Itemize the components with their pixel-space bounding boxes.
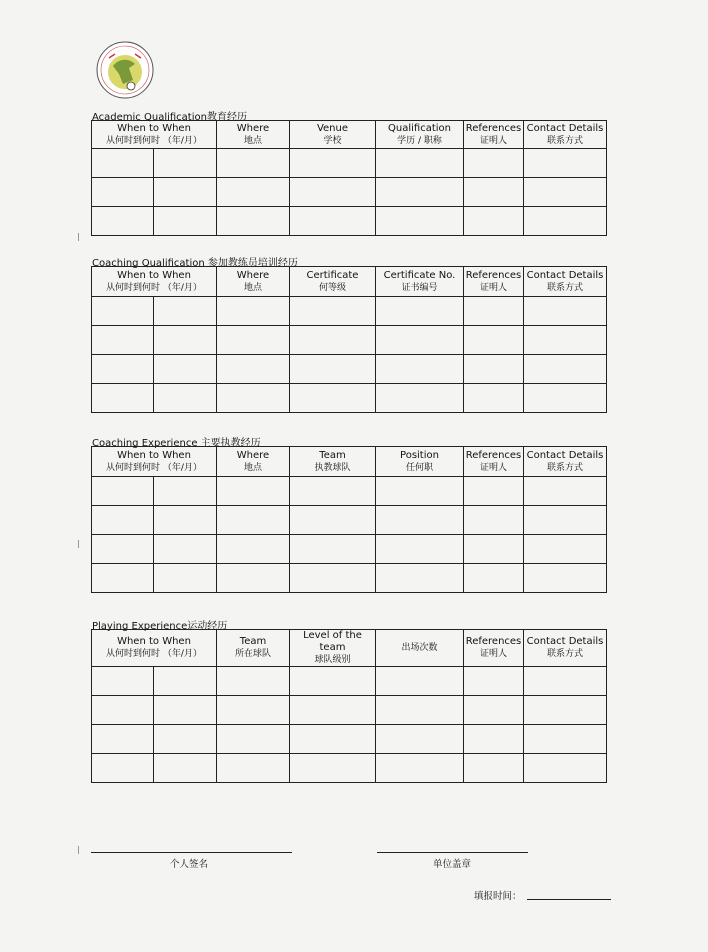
table-cell[interactable]	[92, 355, 154, 384]
table-cell[interactable]	[217, 178, 290, 207]
table-cell[interactable]	[376, 667, 464, 696]
table-cell[interactable]	[464, 355, 524, 384]
table-cell[interactable]	[92, 696, 154, 725]
table-cell[interactable]	[290, 696, 376, 725]
table-cell[interactable]	[92, 207, 154, 236]
table-cell[interactable]	[217, 535, 290, 564]
table-cell[interactable]	[376, 564, 464, 593]
table-cell[interactable]	[524, 207, 607, 236]
table-cell[interactable]	[154, 149, 217, 178]
table-cell[interactable]	[376, 725, 464, 754]
table-cell[interactable]	[464, 477, 524, 506]
table-cell[interactable]	[154, 297, 217, 326]
table-row	[92, 326, 607, 355]
table-cell[interactable]	[464, 326, 524, 355]
table-cell[interactable]	[376, 477, 464, 506]
table-cell[interactable]	[376, 355, 464, 384]
margin-tick	[78, 540, 79, 548]
association-logo	[95, 40, 155, 100]
table-cell[interactable]	[217, 725, 290, 754]
header-col6: Contact Details 联系方式	[524, 121, 607, 149]
header-col3: Venue 学校	[290, 121, 376, 149]
table-cell[interactable]	[376, 384, 464, 413]
table-cell[interactable]	[290, 564, 376, 593]
header-col2: Team 所在球队	[217, 630, 290, 667]
unit-seal-label: 单位盖章	[433, 859, 472, 870]
header-col3: Level of the team 球队级别	[290, 630, 376, 667]
table-cell[interactable]	[290, 149, 376, 178]
fill-date-label: 填报时间：	[474, 891, 522, 902]
table-cell[interactable]	[217, 696, 290, 725]
table-cell[interactable]	[376, 149, 464, 178]
table-cell[interactable]	[524, 178, 607, 207]
header-col4: 出场次数	[376, 630, 464, 667]
table-cell[interactable]	[376, 297, 464, 326]
header-when: When to When 从何时到何时 （年/月）	[92, 630, 217, 667]
academic-qualification-table	[91, 120, 607, 236]
table-row	[92, 725, 607, 754]
table-cell[interactable]	[464, 149, 524, 178]
margin-tick	[78, 233, 79, 241]
table-cell[interactable]	[464, 696, 524, 725]
playing-experience-title: Playing Experience运动经历	[92, 621, 228, 632]
table-cell[interactable]	[92, 384, 154, 413]
table-cell[interactable]	[92, 564, 154, 593]
table-row	[92, 754, 607, 783]
table-cell[interactable]	[464, 297, 524, 326]
coaching-qualification-table	[91, 266, 607, 413]
header-when: When to When 从何时到何时 （年/月）	[92, 267, 217, 297]
table-cell[interactable]	[376, 696, 464, 725]
header-col2: Where 地点	[217, 447, 290, 477]
table-cell[interactable]	[290, 506, 376, 535]
table-cell[interactable]	[154, 207, 217, 236]
table-cell[interactable]	[154, 725, 217, 754]
table-cell[interactable]	[154, 384, 217, 413]
header-col3: Team 执教球队	[290, 447, 376, 477]
header-col2: Where 地点	[217, 267, 290, 297]
table-row	[92, 149, 607, 178]
table-cell[interactable]	[464, 506, 524, 535]
table-cell[interactable]	[154, 667, 217, 696]
table-cell[interactable]	[92, 326, 154, 355]
table-cell[interactable]	[290, 477, 376, 506]
header-col5: References 证明人	[464, 267, 524, 297]
table-cell[interactable]	[217, 754, 290, 783]
fill-date-line[interactable]	[527, 899, 611, 900]
table-cell[interactable]	[154, 535, 217, 564]
table-row	[92, 535, 607, 564]
table-cell[interactable]	[92, 506, 154, 535]
table-cell[interactable]	[92, 754, 154, 783]
header-col6: Contact Details 联系方式	[524, 447, 607, 477]
table-row	[92, 355, 607, 384]
table-cell[interactable]	[464, 667, 524, 696]
table-row	[92, 384, 607, 413]
table-cell[interactable]	[376, 754, 464, 783]
playing-experience-table	[91, 629, 607, 783]
table-cell[interactable]	[154, 178, 217, 207]
table-cell[interactable]	[524, 506, 607, 535]
table-cell[interactable]	[154, 355, 217, 384]
table-cell[interactable]	[290, 754, 376, 783]
table-cell[interactable]	[92, 477, 154, 506]
table-cell[interactable]	[464, 207, 524, 236]
table-cell[interactable]	[464, 384, 524, 413]
header-col6: Contact Details 联系方式	[524, 630, 607, 667]
table-cell[interactable]	[524, 535, 607, 564]
table-cell[interactable]	[154, 754, 217, 783]
table-cell[interactable]	[154, 506, 217, 535]
header-when: When to When 从何时到何时 （年/月）	[92, 121, 217, 149]
table-cell[interactable]	[376, 207, 464, 236]
table-row	[92, 207, 607, 236]
table-header-row	[92, 447, 607, 477]
table-cell[interactable]	[524, 297, 607, 326]
header-col4: Qualification 学历 / 职称	[376, 121, 464, 149]
table-cell[interactable]	[217, 384, 290, 413]
table-cell[interactable]	[154, 477, 217, 506]
table-cell[interactable]	[290, 384, 376, 413]
table-cell[interactable]	[464, 178, 524, 207]
table-cell[interactable]	[524, 477, 607, 506]
table-cell[interactable]	[154, 326, 217, 355]
table-cell[interactable]	[154, 564, 217, 593]
table-cell[interactable]	[92, 178, 154, 207]
personal-signature-line[interactable]	[91, 852, 292, 853]
table-cell[interactable]	[524, 696, 607, 725]
table-cell[interactable]	[217, 477, 290, 506]
table-row	[92, 178, 607, 207]
table-row	[92, 297, 607, 326]
header-when: When to When 从何时到何时 （年/月）	[92, 447, 217, 477]
table-row	[92, 667, 607, 696]
table-cell[interactable]	[217, 506, 290, 535]
table-cell[interactable]	[92, 535, 154, 564]
margin-tick	[78, 846, 79, 854]
table-cell[interactable]	[290, 207, 376, 236]
table-cell[interactable]	[376, 326, 464, 355]
table-cell[interactable]	[524, 754, 607, 783]
coaching-experience-table	[91, 446, 607, 593]
table-cell[interactable]	[92, 297, 154, 326]
table-cell[interactable]	[92, 725, 154, 754]
table-cell[interactable]	[524, 564, 607, 593]
academic-qualification-title: Academic Qualification教育经历	[92, 112, 247, 123]
table-cell[interactable]	[524, 725, 607, 754]
table-cell[interactable]	[217, 564, 290, 593]
header-col2: Where 地点	[217, 121, 290, 149]
table-cell[interactable]	[524, 355, 607, 384]
table-header-row	[92, 630, 607, 667]
personal-signature-label: 个人签名	[170, 859, 209, 870]
table-row	[92, 696, 607, 725]
table-cell[interactable]	[524, 384, 607, 413]
table-cell[interactable]	[217, 207, 290, 236]
table-cell[interactable]	[464, 754, 524, 783]
table-cell[interactable]	[376, 506, 464, 535]
table-cell[interactable]	[217, 297, 290, 326]
table-cell[interactable]	[217, 149, 290, 178]
table-header-row	[92, 121, 607, 149]
table-cell[interactable]	[524, 667, 607, 696]
unit-seal-line[interactable]	[377, 852, 528, 853]
table-cell[interactable]	[290, 725, 376, 754]
header-col6: Contact Details 联系方式	[524, 267, 607, 297]
table-cell[interactable]	[376, 178, 464, 207]
table-cell[interactable]	[154, 696, 217, 725]
header-col4: Position 任何职	[376, 447, 464, 477]
table-cell[interactable]	[290, 535, 376, 564]
table-cell[interactable]	[290, 297, 376, 326]
table-cell[interactable]	[92, 149, 154, 178]
table-cell[interactable]	[217, 355, 290, 384]
table-row	[92, 477, 607, 506]
table-cell[interactable]	[217, 667, 290, 696]
table-header-row	[92, 267, 607, 297]
table-cell[interactable]	[524, 326, 607, 355]
coaching-experience-title: Coaching Experience 主要执教经历	[92, 438, 261, 449]
coaching-qualification-title: Coaching Qualification 参加教练员培训经历	[92, 258, 298, 269]
table-cell[interactable]	[464, 725, 524, 754]
table-cell[interactable]	[464, 564, 524, 593]
table-cell[interactable]	[290, 667, 376, 696]
header-col5: References 证明人	[464, 447, 524, 477]
table-cell[interactable]	[290, 355, 376, 384]
header-col5: References 证明人	[464, 121, 524, 149]
header-col5: References 证明人	[464, 630, 524, 667]
table-cell[interactable]	[464, 535, 524, 564]
table-cell[interactable]	[92, 667, 154, 696]
table-row	[92, 564, 607, 593]
table-cell[interactable]	[376, 535, 464, 564]
table-row	[92, 506, 607, 535]
header-col4: Certificate No. 证书编号	[376, 267, 464, 297]
table-cell[interactable]	[524, 149, 607, 178]
table-cell[interactable]	[290, 178, 376, 207]
header-col3: Certificate 何等级	[290, 267, 376, 297]
table-cell[interactable]	[290, 326, 376, 355]
table-cell[interactable]	[217, 326, 290, 355]
